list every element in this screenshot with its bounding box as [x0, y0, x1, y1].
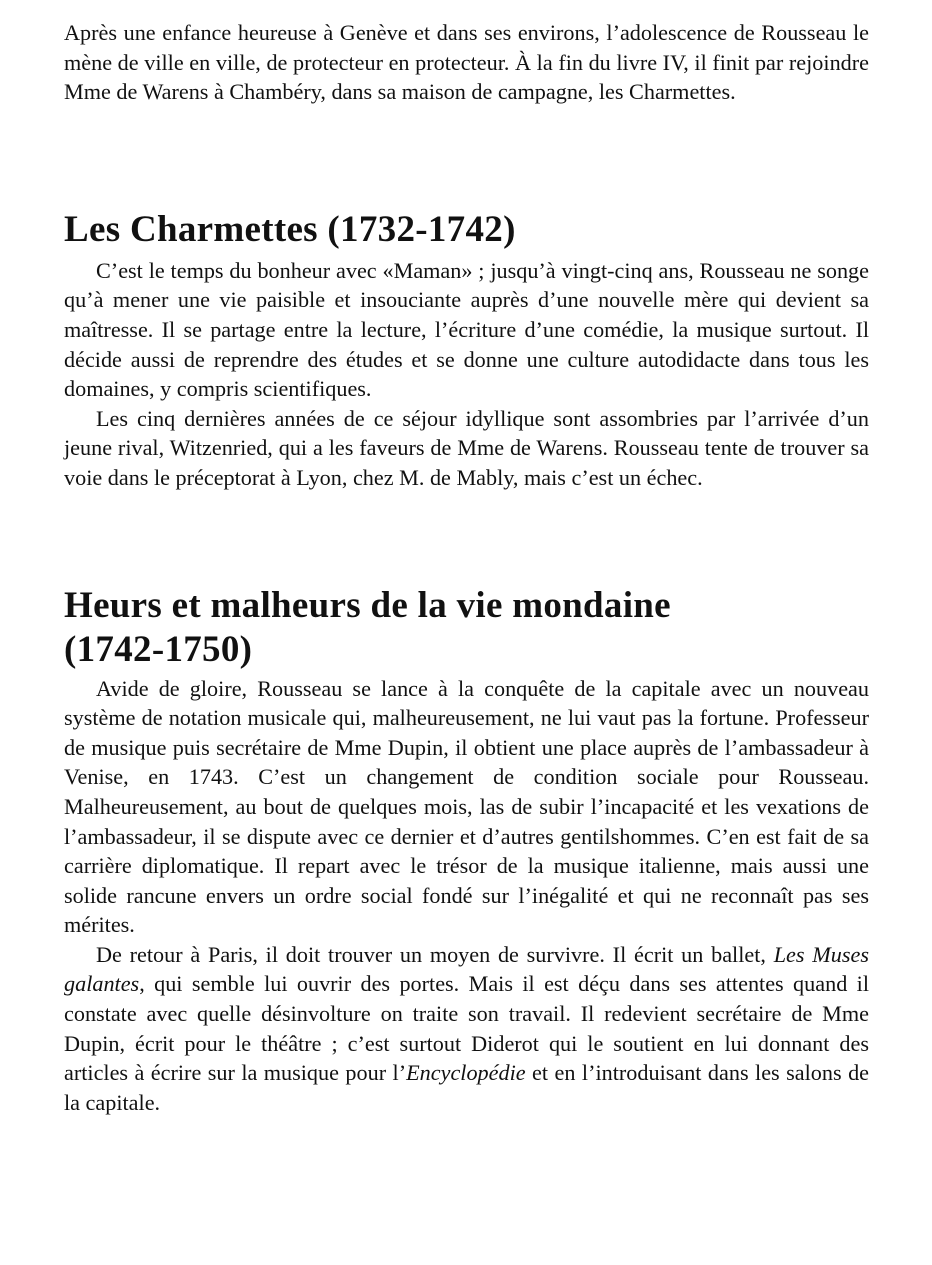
- document-page: [64, 18, 869, 1117]
- section-heading-line-2: (1742-1750): [64, 628, 253, 670]
- work-title-muses-galantes: Les Muses galantes: [64, 941, 869, 997]
- paragraph-text: De retour à Paris, il doit trouver un moyen de survivre. Il écrit un ballet,: [96, 941, 774, 967]
- paragraph-text: , qui semble lui ouvrir des portes. Mais il est déçu dans ses attentes quand il constate avec quelle désinvolture on traite son travail. Il redevient secrétaire de Mme Dupin, écrit pour le théâtre ; c’est surtout Diderot qui le soutient en lui donnant des articles à écrire sur la musique pour l’: [64, 971, 869, 1086]
- section-vie-mondaine: [64, 584, 869, 672]
- vie-mondaine-paragraph-2: [64, 940, 869, 1118]
- paragraph-text: et en l’introduisant dans les salons de la capitale.: [64, 1060, 870, 1115]
- charmettes-paragraph-1: C’est le temps du bonheur avec «Maman» ; jusqu’à vingt-cinq ans, Rousseau ne songe qu’à mener une vie paisible et insouciante auprès d’une nouvelle mère qui devient sa maîtresse. Il se partage entre la lecture, l’écriture d’une comédie, la musique surtout. Il décide aussi de reprendre des études et se donne une culture autodidacte dans tous les domaines, y compris scientifiques.: [64, 257, 869, 402]
- work-title-encyclopedie: Encyclopédie: [406, 1060, 526, 1086]
- intro-paragraph: Après une enfance heureuse à Genève et dans ses environs, l’adolescence de Rousseau le mène de ville en ville, de protecteur en protecteur. À la fin du livre IV, il finit par rejoindre Mme de Warens à Chambéry, dans sa maison de campagne, les Charmettes.: [64, 20, 869, 105]
- section-heading-charmettes: Les Charmettes (1732-1742): [64, 208, 516, 250]
- charmettes-paragraph-2: Les cinq dernières années de ce séjour idyllique sont assombries par l’arrivée d’un jeune rival, Witzenried, qui a les faveurs de Mme de Warens. Rousseau tente de trouver sa voie dans le préceptorat à Lyon, chez M. de Mably, mais c’est un échec.: [64, 405, 869, 490]
- section-charmettes: [64, 208, 869, 252]
- section-heading-line-1: Heurs et malheurs de la vie mondaine: [64, 584, 671, 626]
- section-heading-vie-mondaine: [64, 584, 869, 672]
- vie-mondaine-paragraph-1: Avide de gloire, Rousseau se lance à la conquête de la capitale avec un nouveau système de notation musicale qui, malheureusement, ne lui vaut pas la fortune. Professeur de musique puis secrétaire de Mme Dupin, il obtient une place auprès de l’ambassadeur à Venise, en 1743. C’est un changement de condition sociale pour Rousseau. Malheureusement, au bout de quelques mois, las de subir l’incapacité et les vexations de l’ambassadeur, il se dispute avec ce dernier et d’autres gentilshommes. C’en est fait de sa carrière diplomatique. Il repart avec le trésor de la musique italienne, mais aussi une solide rancune envers un ordre social fondé sur l’inégalité et qui ne reconnaît pas ses mérites.: [64, 675, 869, 938]
